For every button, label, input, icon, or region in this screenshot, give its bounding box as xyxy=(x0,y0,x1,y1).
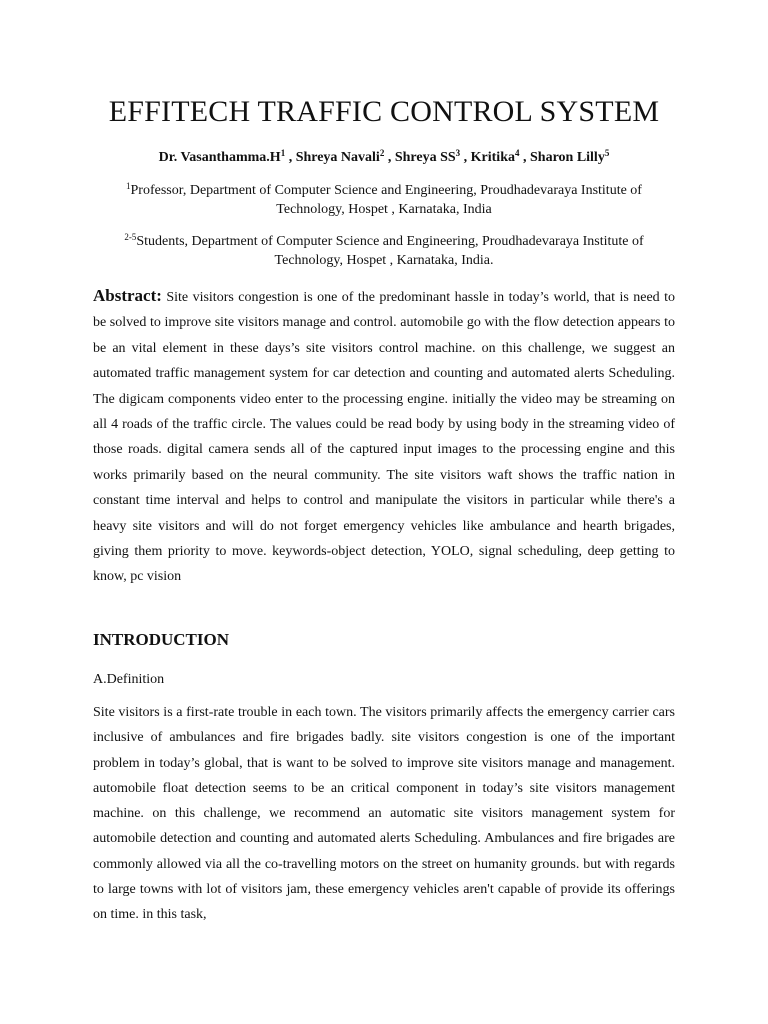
author-separator: , xyxy=(519,150,530,165)
author-name: Shreya SS xyxy=(394,150,456,165)
abstract xyxy=(93,283,675,590)
author-name: Kritika xyxy=(470,150,515,165)
affiliation-text: Students, Department of Computer Science and Engineering, Proudhadevaraya Institute of Technology, Hospet , Karnataka, India. xyxy=(136,234,644,268)
intro-paragraph: Site visitors is a first-rate trouble in each town. The visitors primarily affects the emergency carrier cars inclusive of ambulances and fire brigades badly. site visitors congestion is one of the important problem in today’s global, that is want to be solved to improve site visitors manage and management. automobile float detection seems to be an critical component in today’s site visitors management machine. on this challenge, we recommend an automatic site visitors management system for automobile detection and counting and automated alerts Scheduling. Ambulances and fire brigades are commonly allowed via all the co-travelling motors on the street on humanity grounds. but with regards to large towns with lot of visitors jam, these emergency vehicles aren't capable of provide its offerings on time. in this task, xyxy=(93,705,675,923)
author-sup: 1 xyxy=(280,148,286,158)
author-name: Dr. Vasanthamma.H xyxy=(158,150,281,165)
subsection-heading: A.Definition xyxy=(93,672,165,687)
abstract-text: Site visitors congestion is one of the predominant hassle in today’s world, that is need to be solved to improve site visitors manage and control. automobile go with the flow detection appears to be an vital element in these days’s site visitors control machine. on this challenge, we suggest an automated traffic management system for car detection and counting and automated alerts Scheduling. The digicam components video enter to the processing engine. initially the video may be streaming on all 4 roads of the traffic circle. The values could be read body by using body in the streaming video of those roads. digital camera sends all of the captured input images to the processing engine and this works primarily based on the neural community. The site visitors waft shows the traffic nation in constant time interval and helps to control and manipulate the visitors in particular while there's a heavy site visitors and will do not forget emergency vehicles like ambulance and hearth brigades, giving them priority to move. keywords-object detection, YOLO, signal scheduling, deep getting to know, pc vision xyxy=(93,290,676,585)
author-sup: 3 xyxy=(455,148,461,158)
author-separator: , xyxy=(285,150,296,165)
author-separator: , xyxy=(460,150,471,165)
affiliation-sup: 2-5 xyxy=(124,232,137,242)
author-list xyxy=(93,150,675,166)
affiliation-text: Professor, Department of Computer Science and Engineering, Proudhadevaraya Institute of Technology, Hospet , Karnataka, India xyxy=(130,183,642,217)
author-sup: 4 xyxy=(515,148,520,158)
author-sup: 2 xyxy=(379,148,385,158)
affiliation-1 xyxy=(93,181,675,219)
abstract-label: Abstract: xyxy=(93,286,162,305)
author-name: Shreya Navali xyxy=(295,150,380,165)
author-sup: 5 xyxy=(604,148,610,158)
paper-title: EFFITECH TRAFFIC CONTROL SYSTEM xyxy=(108,95,660,128)
author-separator: , xyxy=(384,150,395,165)
section-heading: INTRODUCTION xyxy=(93,630,230,649)
author-name: Sharon Lilly xyxy=(530,150,605,165)
affiliation-sup: 1 xyxy=(126,181,131,191)
affiliation-2 xyxy=(93,232,675,270)
